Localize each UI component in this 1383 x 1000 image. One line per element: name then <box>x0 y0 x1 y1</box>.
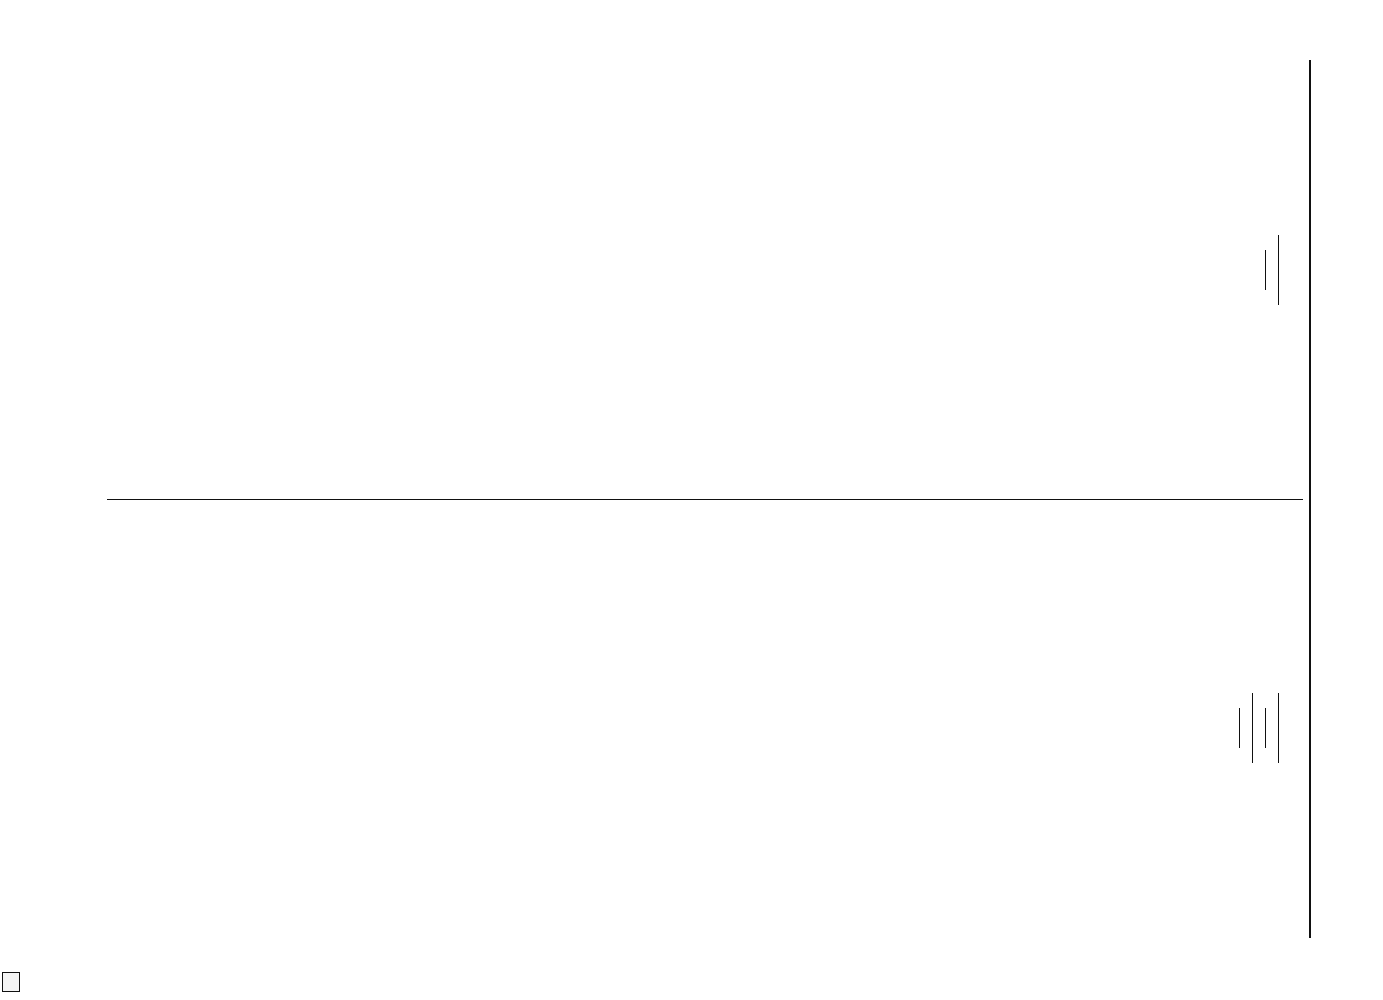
left-column <box>107 60 1297 480</box>
running-head <box>1311 60 1335 938</box>
section-separator <box>1252 693 1253 763</box>
document-128 <box>1241 60 1266 480</box>
funder-logo-icon <box>2 972 20 992</box>
document-130 <box>1233 518 1240 938</box>
heading-separator <box>1265 708 1266 748</box>
head-rule <box>1309 60 1311 938</box>
section-separator <box>1278 693 1279 763</box>
heading-separator <box>1265 250 1266 290</box>
scanned-page <box>90 0 1383 1000</box>
scanned-page-viewport <box>90 0 1383 1000</box>
heading-separator <box>1239 708 1240 748</box>
funding-credit-strip <box>0 0 24 1000</box>
section-separator <box>1278 235 1279 305</box>
right-column <box>107 518 1297 938</box>
column-rule <box>107 499 1303 500</box>
document-129 <box>1265 518 1266 938</box>
